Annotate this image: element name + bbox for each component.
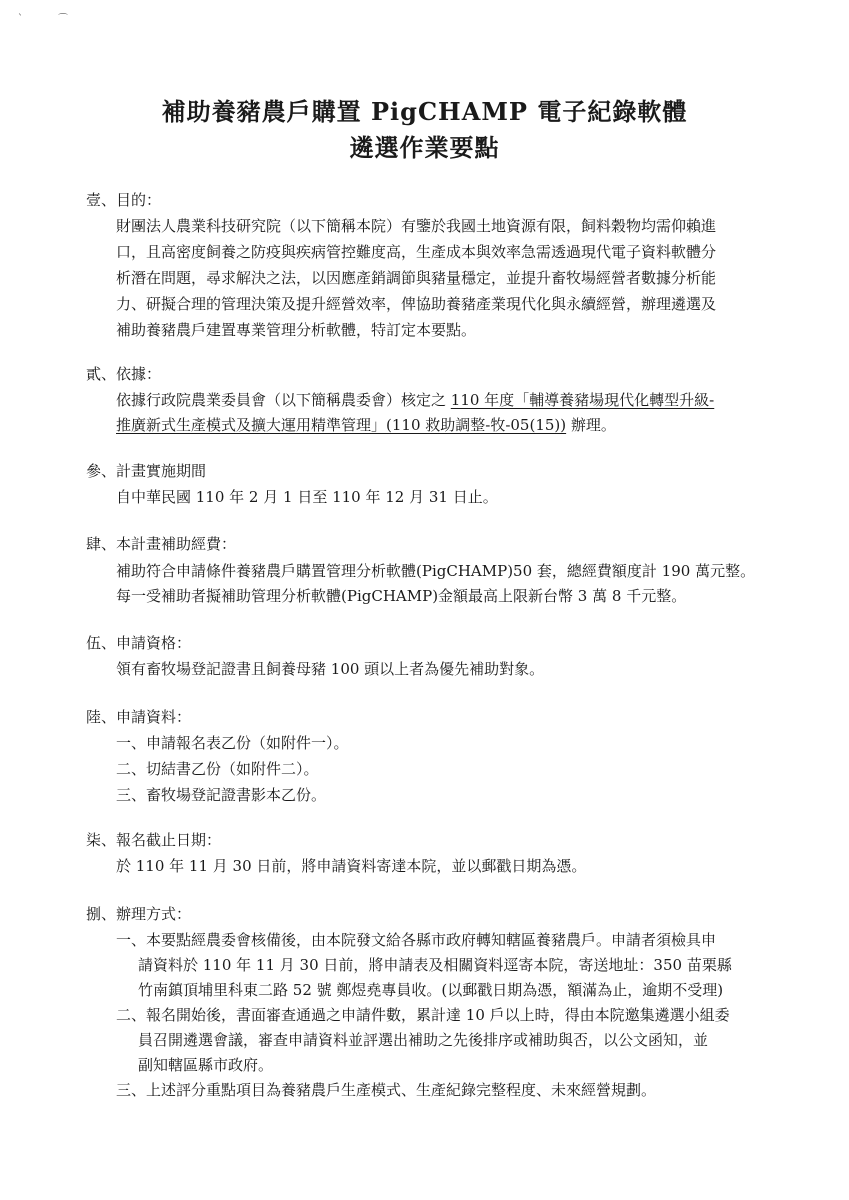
- section-heading: 參、計畫實施期間: [86, 462, 207, 480]
- section-heading: 柒、報名截止日期：: [86, 831, 222, 849]
- paragraph-line: 補助養豬農戶建置專業管理分析軟體，特訂定本要點。: [116, 321, 477, 339]
- scan-mark: ˋ: [18, 14, 23, 25]
- list-item: 一、申請報名表乙份（如附件一）。: [116, 734, 349, 752]
- list-item: 三、畜牧場登記證書影本乙份。: [116, 786, 327, 804]
- paragraph-line: 析潛在問題，尋求解決之法，以因應產銷調節與豬量穩定，並提升畜牧場經營者數據分析能: [116, 269, 717, 287]
- section-heading: 捌、辦理方式：: [86, 905, 192, 923]
- list-item-continuation: 竹南鎮頂埔里科東二路 52 號 鄭煜堯專員收。(以郵戳日期為憑，額滿為止，逾期不受理): [138, 981, 724, 999]
- list-item: 二、切結書乙份（如附件二）。: [116, 760, 319, 778]
- list-item-continuation: 副知轄區縣市政府。: [138, 1056, 274, 1074]
- paragraph-line: [116, 415, 616, 435]
- list-item: 二、報名開始後，書面審查通過之申請件數，累計達 10 戶以上時，得由本院邀集遴選小組委: [116, 1006, 730, 1024]
- list-item: 一、本要點經農委會核備後，由本院發文給各縣市政府轉知轄區養豬農戶。申請者須檢具申: [116, 931, 717, 949]
- section-heading: 伍、申請資格：: [86, 634, 192, 652]
- paragraph-line: 力、研擬合理的管理決策及提升經營效率，俾協助養豬產業現代化與永續經營，辦理遴選及: [116, 295, 717, 313]
- paragraph-line: 自中華民國 110 年 2 月 1 日至 110 年 12 月 31 日止。: [116, 488, 498, 506]
- paragraph-line: 領有畜牧場登記證書且飼養母豬 100 頭以上者為優先補助對象。: [116, 660, 545, 678]
- paragraph-line: 補助符合申請條件養豬農戶購置管理分析軟體(PigCHAMP)50 套，總經費額度計 190 萬元整。: [116, 562, 756, 580]
- document-title: 補助養豬農戶購置 PigCHAMP 電子紀錄軟體: [161, 97, 688, 126]
- paragraph-line: 財團法人農業科技研究院（以下簡稱本院）有鑒於我國土地資源有限，飼料穀物均需仰賴進: [116, 217, 717, 235]
- document-subtitle: 遴選作業要點: [349, 133, 500, 162]
- project-name-underlined: 推廣新式生產模式及擴大運用精準管理」(110 救助調整-牧-05(15)): [116, 416, 567, 434]
- paragraph-line: [116, 390, 714, 410]
- section-heading: 壹、目的：: [86, 191, 162, 209]
- paragraph-line: 口，且高密度飼養之防疫與疾病管控難度高，生產成本與效率急需透過現代電子資料軟體分: [116, 243, 717, 261]
- scan-mark: ⌒: [58, 14, 68, 25]
- project-name-underlined: 110 年度「輔導養豬場現代化轉型升級-: [450, 391, 715, 409]
- section-heading: 貳、依據：: [86, 365, 162, 383]
- list-item: 三、上述評分重點項目為養豬農戶生產模式、生產紀錄完整程度、未來經營規劃。: [116, 1081, 657, 1099]
- paragraph-line: 於 110 年 11 月 30 日前，將申請資料寄達本院，並以郵戳日期為憑。: [116, 857, 587, 875]
- section-heading: 肆、本計畫補助經費：: [86, 535, 237, 553]
- basis-text: 依據行政院農業委員會（以下簡稱農委會）核定之: [116, 391, 451, 409]
- paragraph-line: 每一受補助者擬補助管理分析軟體(PigCHAMP)金額最高上限新台幣 3 萬 8 千元整。: [116, 587, 687, 605]
- list-item-continuation: 請資料於 110 年 11 月 30 日前，將申請表及相關資料逕寄本院，寄送地址：350 苗栗縣: [138, 956, 732, 974]
- section-heading: 陸、申請資料：: [86, 708, 192, 726]
- basis-text: 辦理。: [566, 416, 616, 434]
- list-item-continuation: 員召開遴選會議，審查申請資料並評選出補助之先後排序或補助與否，以公文函知，並: [138, 1031, 709, 1049]
